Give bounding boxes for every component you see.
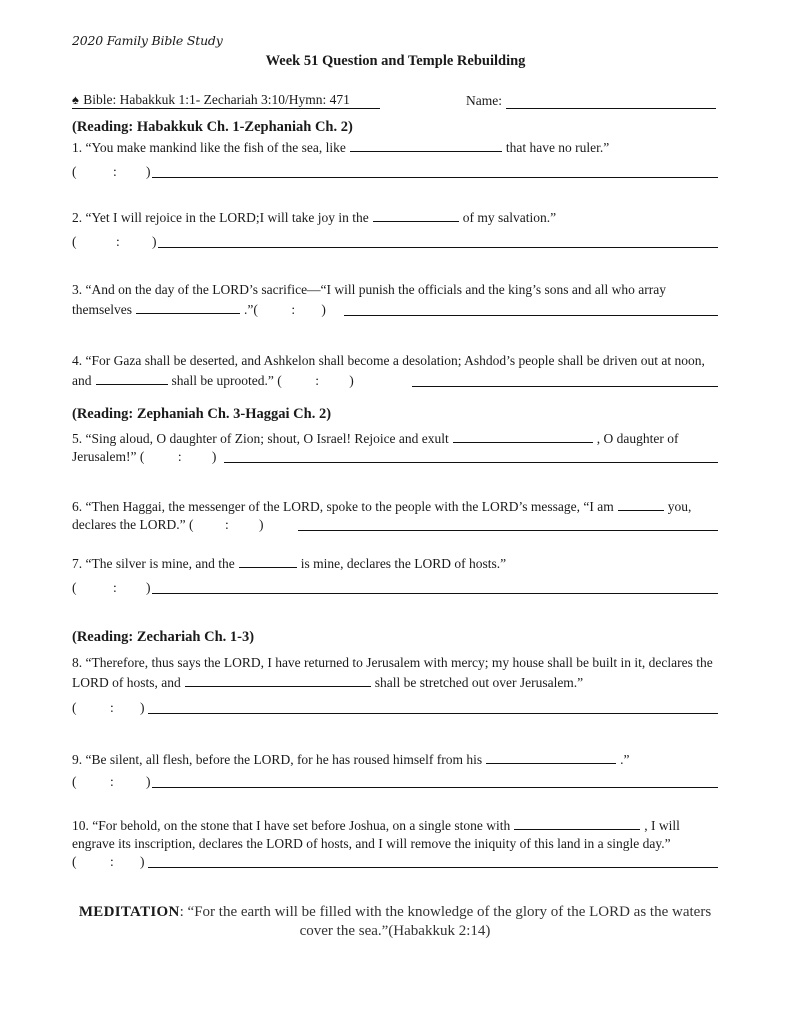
meditation-label: MEDITATION xyxy=(78,904,180,920)
ref-paren-open: ( xyxy=(277,373,282,388)
question-3 xyxy=(72,281,718,319)
question-number: 5. xyxy=(72,431,83,446)
answer-line[interactable] xyxy=(152,593,718,594)
question-text: “For behold, on the stone that I have set before Joshua, on a single stone with xyxy=(92,818,511,833)
question-9 xyxy=(72,749,718,769)
question-text: “Therefore, thus says the LORD, I have returned to Jerusalem with mercy; my house shall be built in it, declares the LORD of hosts, and xyxy=(72,655,713,690)
ref-paren-open: ( xyxy=(72,234,77,249)
question-text: .” xyxy=(244,302,254,317)
question-number: 6. xyxy=(72,499,83,514)
question-text: “The silver is mine, and the xyxy=(85,556,235,571)
ref-colon[interactable]: : xyxy=(110,774,114,789)
verse-reference-row xyxy=(72,699,718,717)
answer-blank[interactable] xyxy=(239,553,297,568)
ref-colon[interactable]: : xyxy=(110,854,114,869)
verse-reference-row xyxy=(72,579,718,597)
answer-blank[interactable] xyxy=(350,137,502,152)
question-text: “And on the day of the LORD’s sacrifice—“I will punish the officials and the king’s sons and all who array themselves xyxy=(72,282,666,317)
question-number: 9. xyxy=(72,752,83,767)
question-6 xyxy=(72,496,718,534)
answer-blank[interactable] xyxy=(514,815,640,830)
ref-paren-open: ( xyxy=(72,164,77,179)
ref-paren-open: ( xyxy=(72,854,77,869)
question-text: “Yet I will rejoice in the LORD;I will take joy in the xyxy=(85,210,369,225)
question-text: .” xyxy=(620,752,630,767)
section-heading: (Reading: Habakkuk Ch. 1-Zephaniah Ch. 2) xyxy=(72,119,353,135)
question-text: “Then Haggai, the messenger of the LORD, spoke to the people with the LORD’s message, “I am xyxy=(85,499,614,514)
answer-blank[interactable] xyxy=(618,496,664,511)
ref-paren-open: ( xyxy=(72,580,77,595)
ref-colon[interactable]: : xyxy=(110,700,114,715)
question-number: 3. xyxy=(72,282,83,297)
ref-paren-open: ( xyxy=(139,449,145,464)
ref-paren-open: ( xyxy=(72,774,77,789)
question-number: 10. xyxy=(72,818,89,833)
page-title: Week 51 Question and Temple Rebuilding xyxy=(265,53,526,69)
verse-reference-inline xyxy=(189,516,265,534)
question-text: you, declares the LORD.” xyxy=(72,499,692,532)
ref-paren-close: ) xyxy=(152,234,157,249)
name-input-line[interactable] xyxy=(506,92,716,109)
verse-reference-row xyxy=(72,163,718,181)
ref-paren-close: ) xyxy=(146,580,151,595)
question-8 xyxy=(72,654,718,692)
meditation-verse xyxy=(72,903,718,941)
ref-paren-close: ) xyxy=(321,302,326,317)
verse-reference-inline xyxy=(140,448,220,466)
answer-line[interactable] xyxy=(224,448,718,463)
ref-paren-open: ( xyxy=(253,302,258,317)
question-text: “Sing aloud, O daughter of Zion; shout, O Israel! Rejoice and exult xyxy=(85,431,449,446)
answer-blank[interactable] xyxy=(96,370,168,385)
question-text: “You make mankind like the fish of the sea, like xyxy=(85,140,346,155)
answer-line[interactable] xyxy=(148,867,718,868)
question-text: , O daughter of Jerusalem!” xyxy=(72,431,679,464)
answer-blank[interactable] xyxy=(185,672,371,687)
spade-icon: ♠ xyxy=(72,92,79,107)
ref-paren-close: ) xyxy=(211,449,217,464)
question-number: 7. xyxy=(72,556,83,571)
question-number: 4. xyxy=(72,353,83,368)
ref-colon[interactable]: : xyxy=(315,373,319,388)
ref-colon[interactable]: : xyxy=(224,517,229,532)
ref-paren-close: ) xyxy=(140,700,145,715)
question-10 xyxy=(72,815,718,853)
ref-paren-close: ) xyxy=(146,774,151,789)
ref-paren-close: ) xyxy=(140,854,145,869)
ref-paren-open: ( xyxy=(188,517,194,532)
ref-colon[interactable]: : xyxy=(113,164,117,179)
verse-reference-row xyxy=(72,773,718,791)
bible-reference-label: Bible: Habakkuk 1:1- Zechariah 3:10/Hymn: 471 xyxy=(83,92,350,107)
question-5 xyxy=(72,428,718,466)
answer-line[interactable] xyxy=(412,372,718,387)
answer-blank[interactable] xyxy=(453,428,593,443)
verse-reference-inline xyxy=(277,372,357,390)
meditation-text: : “For the earth will be filled with the knowledge of the glory of the LORD as the waters cover the sea.”(Habakkuk 2:14) xyxy=(179,904,712,939)
bible-reference xyxy=(72,92,380,109)
answer-line[interactable] xyxy=(158,247,718,248)
ref-colon[interactable]: : xyxy=(113,580,117,595)
answer-blank[interactable] xyxy=(486,749,616,764)
question-text: is mine, declares the LORD of hosts.” xyxy=(300,556,507,571)
section-heading: (Reading: Zephaniah Ch. 3-Haggai Ch. 2) xyxy=(72,406,332,422)
question-1 xyxy=(72,137,718,157)
answer-line[interactable] xyxy=(148,713,718,714)
verse-reference-row xyxy=(72,853,718,871)
ref-paren-close: ) xyxy=(258,517,264,532)
question-text: of my salvation.” xyxy=(462,210,557,225)
name-label: Name: xyxy=(466,93,502,108)
question-2 xyxy=(72,207,718,227)
ref-colon[interactable]: : xyxy=(116,234,120,249)
answer-blank[interactable] xyxy=(373,207,459,222)
answer-blank[interactable] xyxy=(136,299,240,314)
question-text: , I will engrave its inscription, declares the LORD of hosts, and I will remove the iniquity of this land in a single day.” xyxy=(72,818,680,851)
question-text: shall be stretched out over Jerusalem.” xyxy=(374,675,584,690)
question-number: 1. xyxy=(72,140,83,155)
name-field[interactable] xyxy=(466,92,718,109)
question-text: “For Gaza shall be deserted, and Ashkelon shall become a desolation; Ashdod’s people shall be driven out at noon, and xyxy=(72,353,705,388)
question-number: 2. xyxy=(72,210,83,225)
question-text: “Be silent, all flesh, before the LORD, for he has roused himself from his xyxy=(85,752,483,767)
ref-colon[interactable]: : xyxy=(291,302,296,317)
question-text: shall be uprooted.” xyxy=(171,373,274,388)
answer-line[interactable] xyxy=(298,516,718,531)
question-7 xyxy=(72,553,718,573)
ref-paren-close: ) xyxy=(146,164,151,179)
bible-reference-line xyxy=(72,92,718,110)
ref-paren-close: ) xyxy=(349,373,354,388)
ref-paren-open: ( xyxy=(72,700,77,715)
organization-label: 2020 Family Bible Study xyxy=(72,33,223,48)
ref-colon[interactable]: : xyxy=(177,449,182,464)
answer-line[interactable] xyxy=(152,787,718,788)
answer-line[interactable] xyxy=(344,301,718,316)
section-heading: (Reading: Zechariah Ch. 1-3) xyxy=(72,629,255,645)
question-4 xyxy=(72,352,718,390)
answer-line[interactable] xyxy=(152,177,718,178)
verse-reference-inline xyxy=(253,301,327,319)
verse-reference-row xyxy=(72,233,718,251)
question-number: 8. xyxy=(72,655,83,670)
question-text: that have no ruler.” xyxy=(505,140,610,155)
